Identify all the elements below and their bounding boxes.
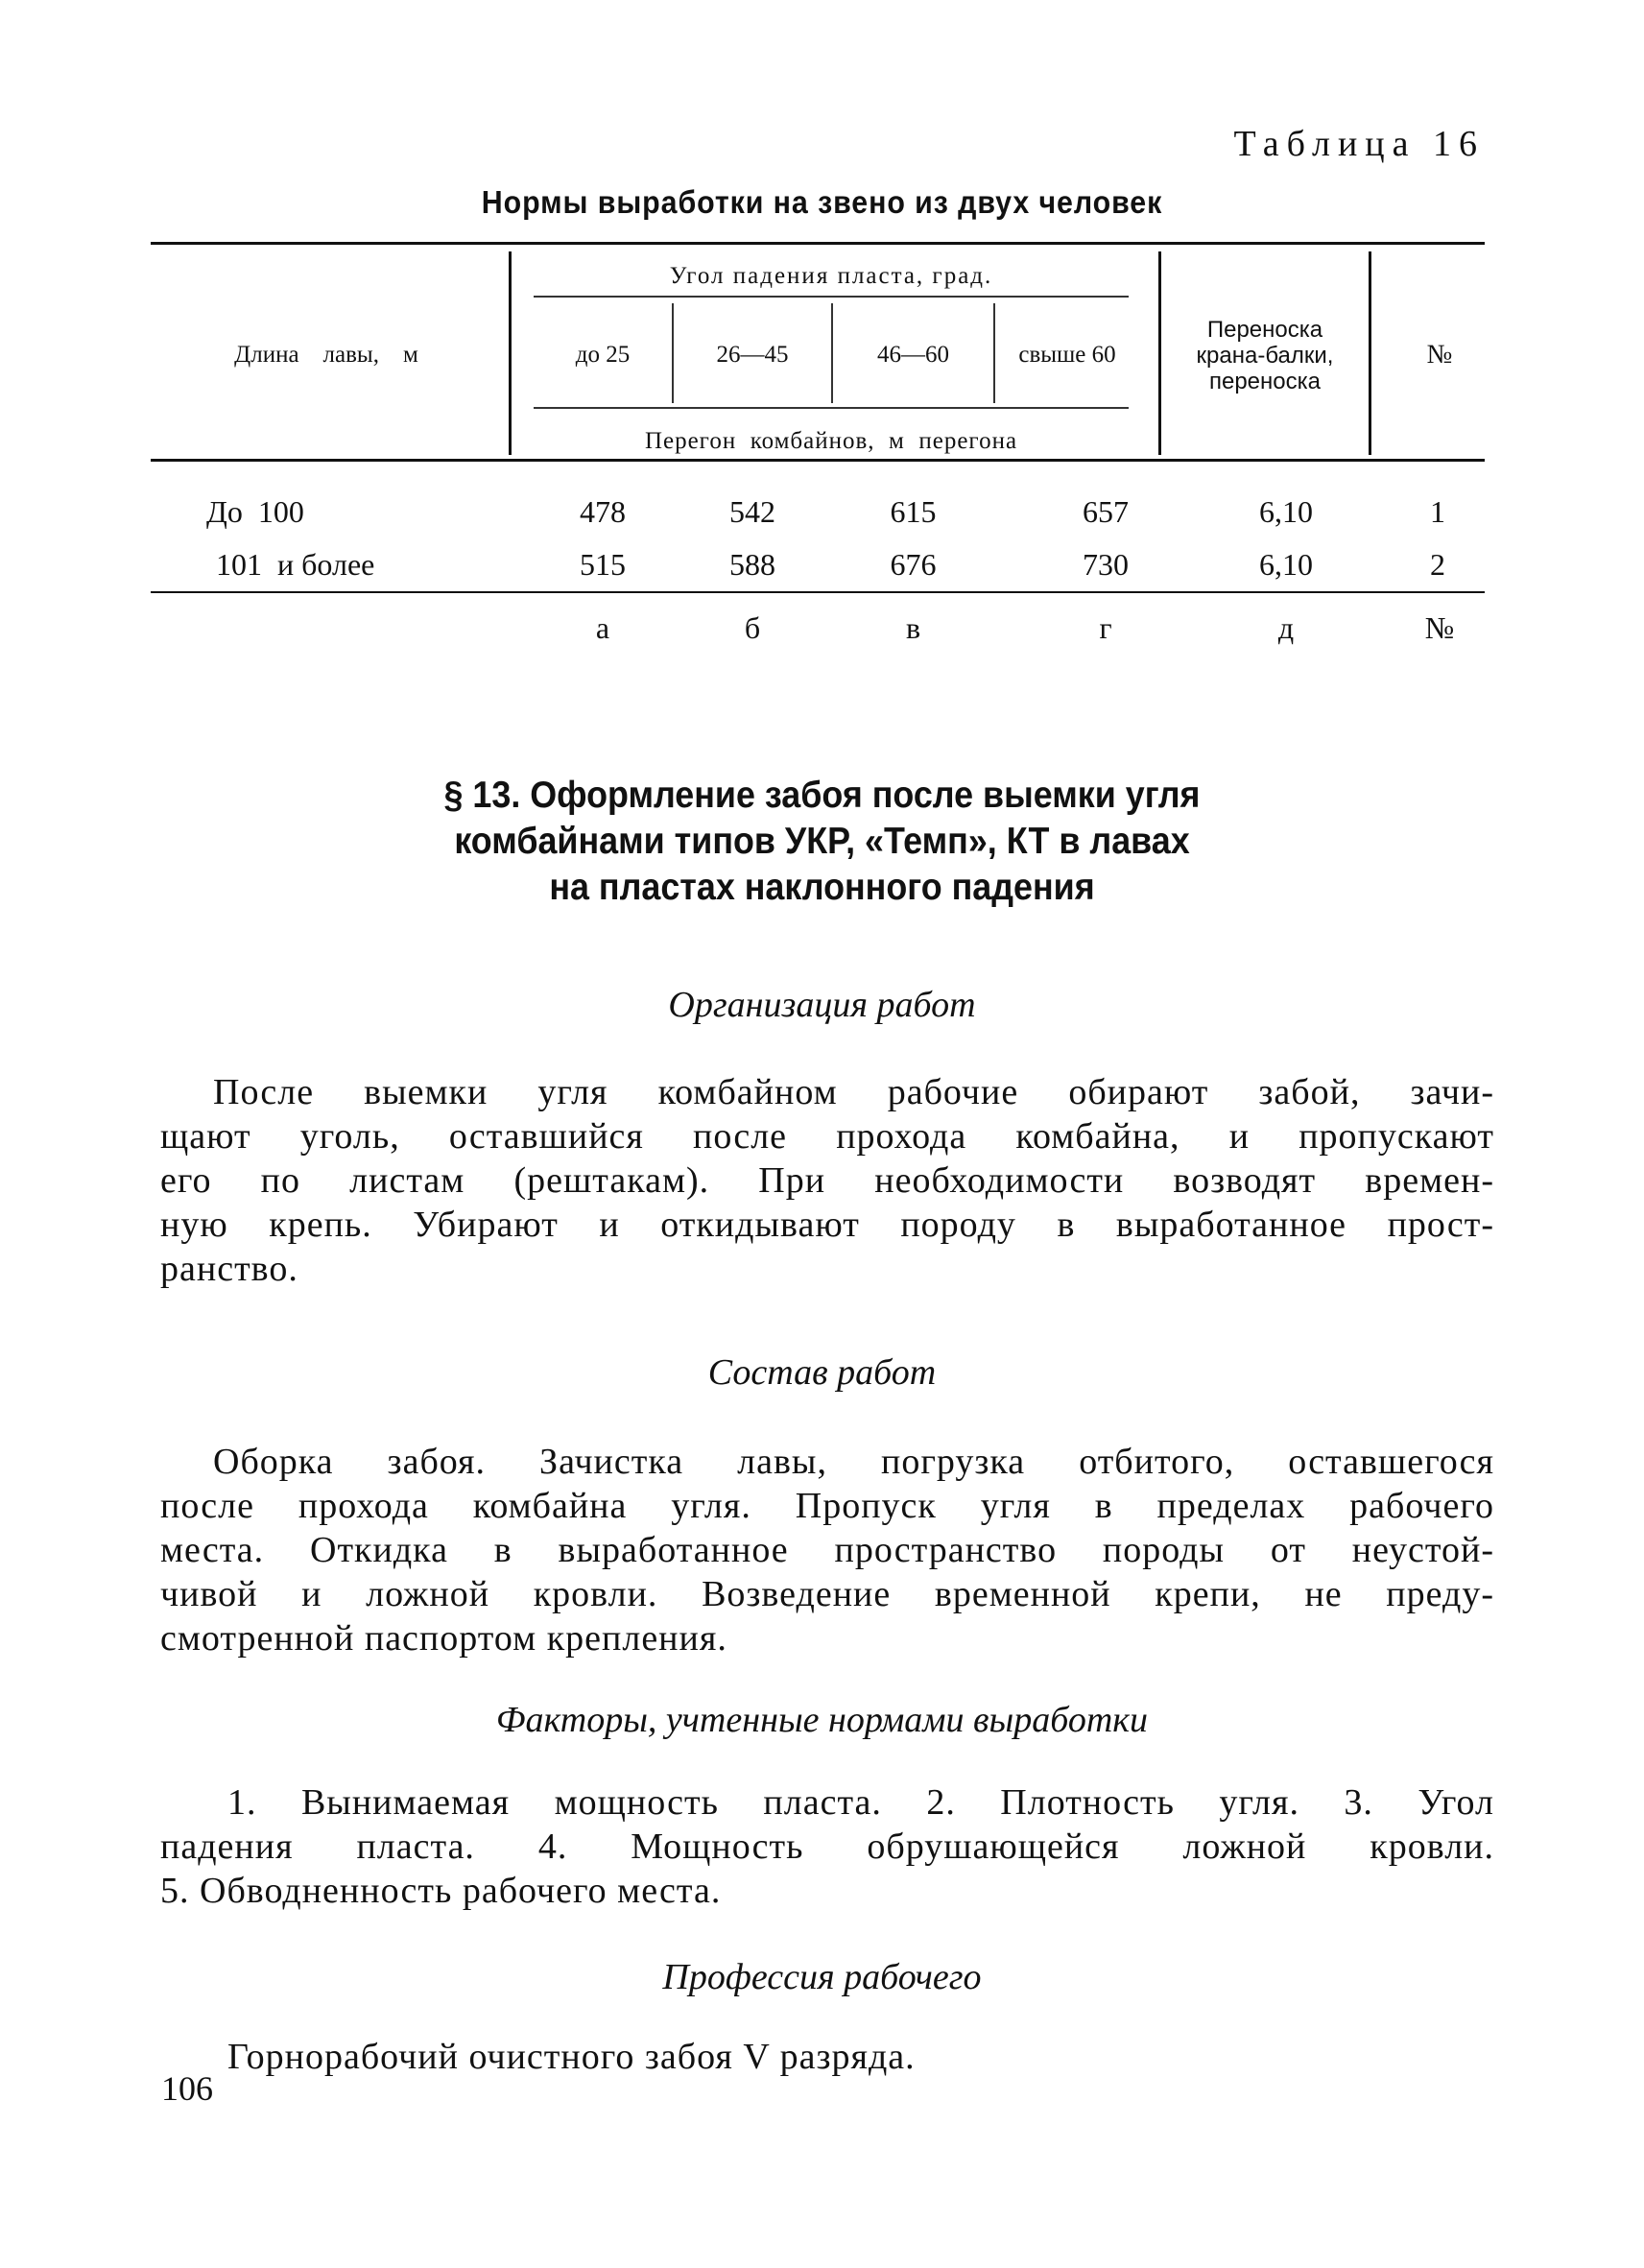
table-subrule — [534, 407, 1129, 409]
table-cell: 657 — [1083, 494, 1129, 529]
table-cell: 515 — [580, 547, 626, 582]
table-divider — [509, 251, 512, 455]
column-letter: д — [1277, 610, 1295, 645]
header-move: Перегон комбайнов, м перегона — [644, 428, 1018, 454]
column-letter: в — [905, 610, 921, 645]
table-top-rule — [151, 242, 1485, 245]
table-cell: 478 — [580, 494, 626, 529]
subheading-organization: Организация работ — [668, 985, 976, 1025]
header-angle-col: свыше 60 — [1018, 342, 1116, 368]
header-crane: Переноска крана-балки, переноска — [1196, 317, 1334, 394]
paragraph-profession: Горнорабочий очистного забоя V разряда. — [227, 2037, 916, 2077]
column-letter: а — [595, 610, 610, 645]
row-label: 101 и более — [216, 547, 375, 582]
paragraph-factors: 1. Вынимаемая мощность пласта. 2. Плотность угля. 3. Угол падения пласта. 4. Мощность обрушающейся ложной кровли. 5. Обводненность рабочего места. — [160, 1782, 1494, 1911]
paragraph-organization: После выемки угля комбайном рабочие обирают забой, зачи- щают уголь, оставшийся после прохода комбайна, и пропускают его по листам (рештакам). При необходимости возводят времен- ную крепь. Убирают и откидывают породу в выработанное прост- ранство. — [160, 1072, 1494, 1289]
table-cell: 730 — [1083, 547, 1129, 582]
table-divider — [1369, 251, 1371, 455]
header-angle-col: 46—60 — [877, 342, 949, 368]
paragraph-composition: Оборка забоя. Зачистка лавы, погрузка отбитого, оставшегося после прохода комбайна угля. Пропуск угля в пределах рабочего места. Откидка в выработанное пространство породы от неустой- чивой и ложной кровли. Возведение временной крепи, не преду- смотренной паспортом крепления. — [160, 1442, 1494, 1659]
header-angle-col: 26—45 — [716, 342, 789, 368]
column-letter: б — [744, 610, 761, 645]
header-number: № — [1426, 340, 1453, 370]
table-cell-num: 1 — [1430, 494, 1445, 529]
column-letter: г — [1099, 610, 1112, 645]
header-angle: Угол падения пласта, град. — [669, 263, 993, 289]
table-subrule — [534, 296, 1129, 298]
header-length: Длина лавы, м — [234, 342, 418, 368]
page-number: 106 — [161, 2069, 213, 2108]
row-label: До 100 — [206, 494, 304, 529]
table-cell-crane: 6,10 — [1259, 547, 1313, 582]
column-letter: № — [1424, 610, 1455, 645]
subheading-factors: Факторы, учтенные нормами выработки — [495, 1700, 1149, 1740]
table-number: Таблица 16 — [1233, 124, 1485, 164]
table-title: Нормы выработки на звено из двух человек — [481, 184, 1163, 220]
section-heading: § 13. Оформление забоя после выемки угля комбайнами типов УКР, «Темп», КТ в лавах на пластах наклонного падения — [443, 775, 1201, 908]
table-cell: 676 — [890, 547, 937, 582]
table-cell: 588 — [729, 547, 775, 582]
subheading-composition: Состав работ — [707, 1352, 937, 1393]
header-angle-col: до 25 — [575, 342, 631, 368]
table-cell: 542 — [729, 494, 775, 529]
subheading-profession: Профессия рабочего — [662, 1957, 982, 1997]
table-cell: 615 — [890, 494, 937, 529]
table-cell-crane: 6,10 — [1259, 494, 1313, 529]
table-body-rule — [151, 591, 1485, 593]
table-header-rule — [151, 459, 1485, 462]
table-cell-num: 2 — [1430, 547, 1445, 582]
